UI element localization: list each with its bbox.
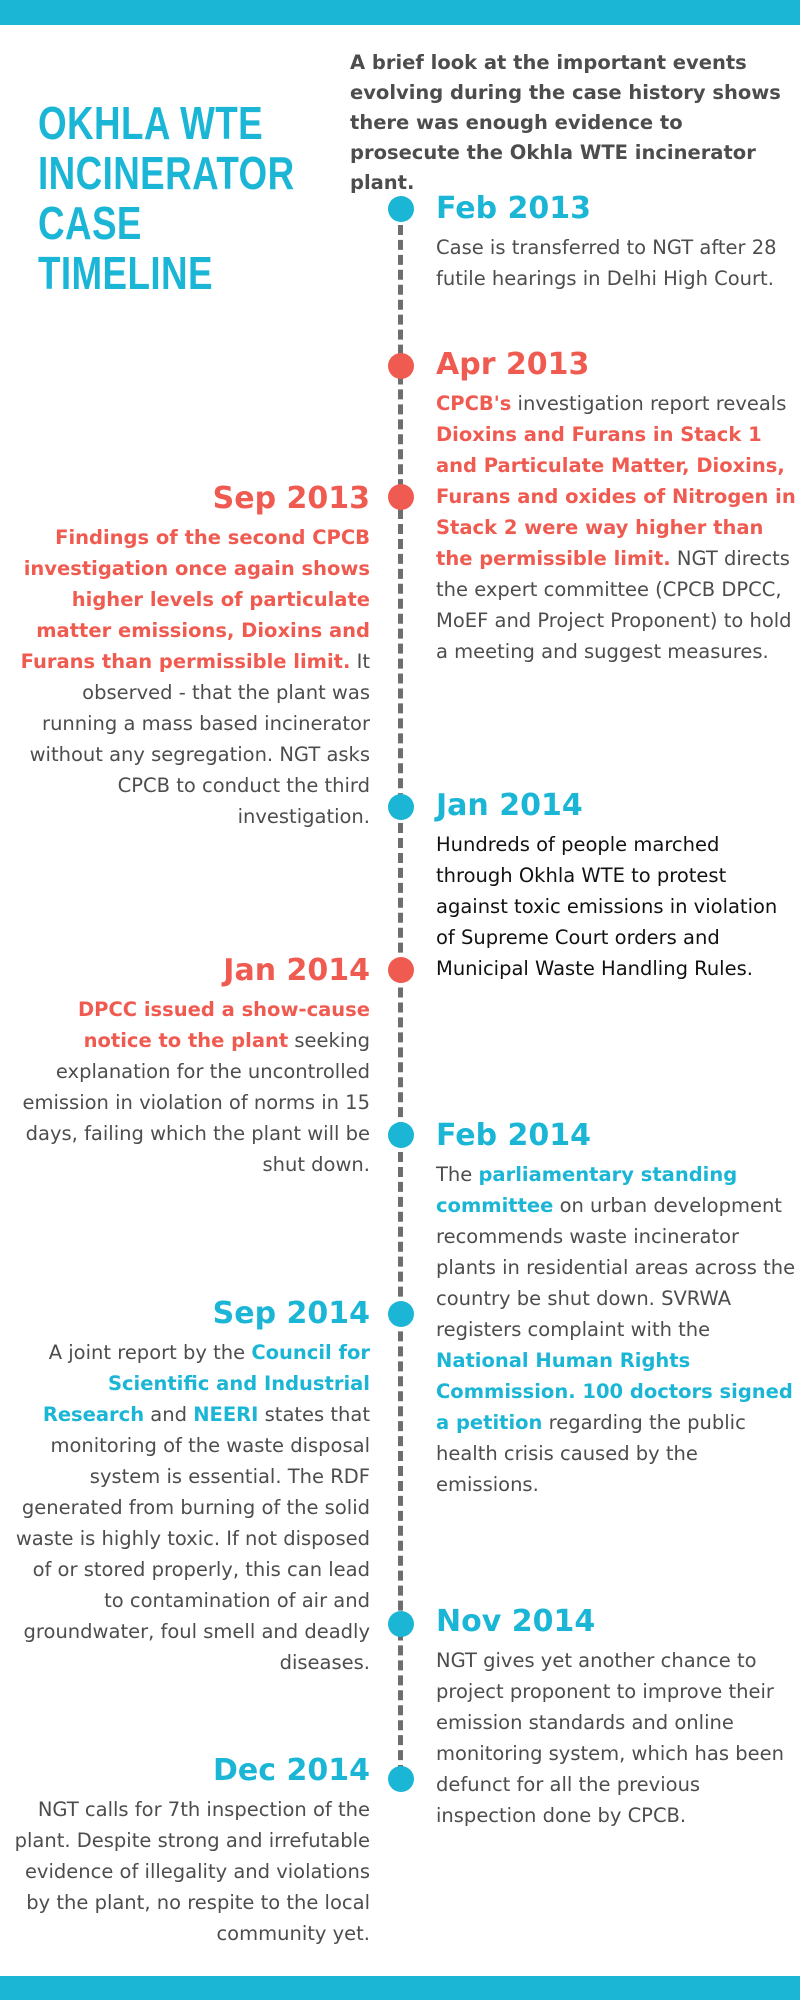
timeline-event: [10, 952, 370, 1180]
event-highlight: Dioxins and Furans in Stack 1 and Particulate Matter, Dioxins, Furans and oxides of Nitrogen in Stack 2 were way higher than the permissible limit.: [436, 423, 796, 570]
timeline-axis: [398, 210, 403, 1790]
event-highlight: Hundreds of people marched through Okhla WTE to protest against toxic emissions in violation of Supreme Court orders and Municipal Waste Handling Rules.: [436, 833, 778, 980]
event-text: states that monitoring of the waste disposal system is essential. The RDF generated from burning of the solid waste is highly toxic. If not disposed of or stored properly, this can lead to contamination of air and groundwater, foul smell and deadly diseases.: [15, 1403, 370, 1674]
event-text: A joint report by the: [48, 1341, 252, 1364]
event-date: Sep 2014: [212, 1296, 370, 1331]
event-body: [10, 994, 370, 1180]
timeline-event: [436, 190, 796, 294]
event-body: [10, 522, 370, 832]
event-body: [436, 388, 796, 667]
timeline-event: [10, 480, 370, 832]
timeline-event: [436, 1603, 796, 1831]
event-highlight: NEERI: [193, 1403, 259, 1426]
timeline-event: [10, 1752, 370, 1949]
timeline-dot: [388, 484, 414, 510]
event-date: Feb 2013: [436, 191, 592, 226]
event-text: Case is transferred to NGT after 28 futile hearings in Delhi High Court.: [436, 236, 777, 290]
event-text: NGT calls for 7th inspection of the plant. Despite strong and irrefutable evidence of illegality and violations by the plant, no respite to the local community yet.: [14, 1798, 370, 1945]
timeline-dot: [388, 1766, 414, 1792]
event-text: NGT directs the expert committee (CPCB DPCC, MoEF and Project Proponent) to hold a meeting and suggest measures.: [436, 547, 792, 663]
event-body: [10, 1337, 370, 1678]
event-date: Jan 2014: [223, 953, 370, 988]
event-body: [10, 1794, 370, 1949]
event-highlight: Findings of the second CPCB investigation once again shows higher levels of particulate matter emissions, Dioxins and Furans than permissible limit.: [20, 526, 370, 673]
timeline-event: [436, 346, 796, 667]
intro-text: A brief look at the important events evolving during the case history shows there was enough evidence to prosecute the Okhla WTE incinerator plant.: [350, 51, 781, 194]
event-text: on urban development recommends waste incinerator plants in residential areas across the country be shut down. SVRWA registers complaint with the: [436, 1194, 796, 1341]
event-text: and: [144, 1403, 194, 1426]
event-body: [436, 1645, 796, 1831]
event-text: regarding the public health crisis caused by the emissions.: [436, 1411, 746, 1496]
event-text: seeking explanation for the uncontrolled emission in violation of norms in 15 days, failing which the plant will be shut down.: [22, 1029, 370, 1176]
title-line-3: TIMELINE: [38, 247, 213, 299]
title-line-2: INCINERATOR CASE: [38, 147, 295, 249]
timeline-dot: [388, 353, 414, 379]
timeline-dot: [388, 794, 414, 820]
event-date: Dec 2014: [213, 1753, 370, 1788]
event-date: Apr 2013: [436, 347, 590, 382]
event-text: The: [436, 1163, 479, 1186]
timeline-event: [10, 1295, 370, 1678]
timeline-dot: [388, 1122, 414, 1148]
event-text: It observed - that the plant was running a mass based incinerator without any segregation. NGT asks CPCB to conduct the third investigation.: [29, 650, 370, 828]
event-highlight: CPCB's: [436, 392, 512, 415]
timeline-dot: [388, 196, 414, 222]
event-highlight: National Human Rights Commission. 100 doctors signed a petition: [436, 1349, 793, 1434]
timeline-dot: [388, 1301, 414, 1327]
title-line-1: OKHLA WTE: [38, 97, 264, 149]
event-date: Jan 2014: [436, 788, 583, 823]
event-text: NGT gives yet another chance to project proponent to improve their emission standards and online monitoring system, which has been defunct for all the previous inspection done by CPCB.: [436, 1649, 784, 1827]
timeline-dot: [388, 1611, 414, 1637]
event-body: [436, 232, 796, 294]
event-date: Feb 2014: [436, 1118, 592, 1153]
page-title: [38, 97, 295, 299]
event-date: Nov 2014: [436, 1604, 596, 1639]
timeline-event: [436, 1117, 796, 1500]
top-band: [0, 0, 800, 25]
timeline-dot: [388, 957, 414, 983]
event-body: [436, 829, 796, 984]
event-body: [436, 1159, 796, 1500]
event-highlight: DPCC issued a show-cause notice to the plant: [77, 998, 370, 1052]
event-text: investigation report reveals: [511, 392, 787, 415]
bottom-band: [0, 1976, 800, 2000]
event-date: Sep 2013: [212, 481, 370, 516]
event-highlight: parliamentary standing committee: [436, 1163, 738, 1217]
event-highlight: Council for Scientific and Industrial Research: [42, 1341, 370, 1426]
timeline-event: [436, 787, 796, 984]
